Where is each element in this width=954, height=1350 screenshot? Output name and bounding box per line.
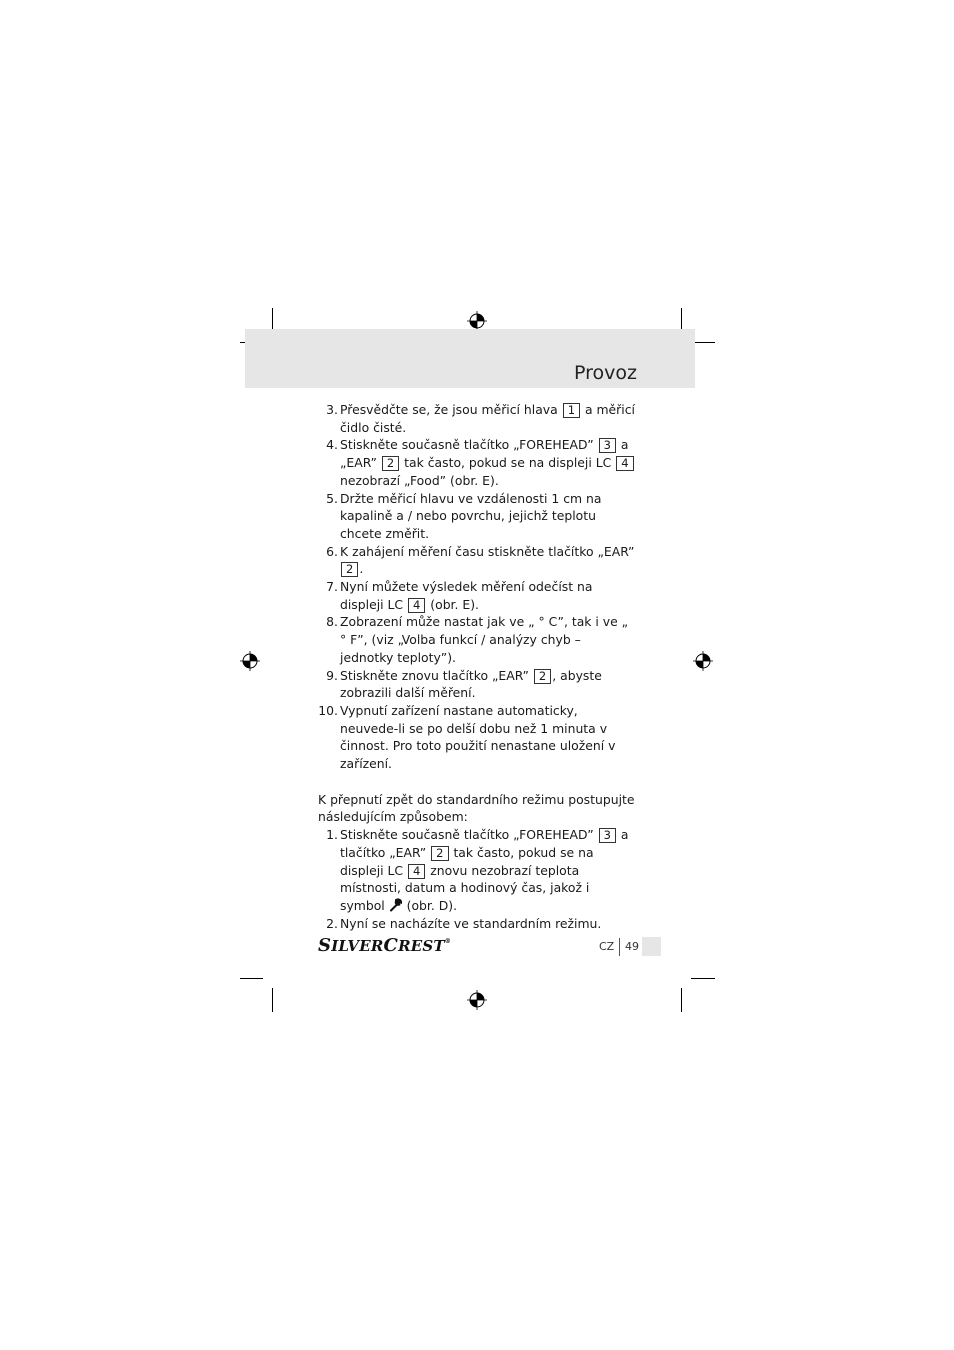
crop-mark: [272, 988, 273, 1012]
crop-mark: [691, 978, 715, 979]
step-number: 7.: [326, 579, 338, 595]
silvercrest-logo: SILVERCREST®: [318, 935, 451, 956]
step-number: 8.: [326, 614, 338, 630]
instructions: [318, 401, 638, 932]
language-code: CZ: [599, 940, 615, 953]
step-number: 2.: [326, 915, 338, 931]
steps-list-standard-mode: [318, 826, 638, 932]
list-item: [318, 667, 638, 702]
step-text: a měřicí čidlo čisté.: [340, 402, 635, 435]
step-number: 10.: [318, 702, 338, 718]
page-number: 49: [625, 940, 639, 953]
crop-mark: [681, 308, 682, 331]
step-text: Stiskněte znovu tlačítko „EAR”: [340, 667, 533, 683]
list-item: [318, 702, 638, 773]
crop-mark: [240, 978, 263, 979]
list-item: [318, 436, 638, 489]
step-number: 9.: [326, 667, 338, 683]
part-reference-box: 3: [599, 828, 616, 843]
list-item: [318, 578, 638, 613]
list-item: [318, 543, 638, 578]
footer-divider: [619, 938, 620, 956]
part-reference-box: 2: [431, 846, 448, 861]
registration-mark-icon: [240, 651, 260, 671]
step-text: Stiskněte současně tlačítko „FOREHEAD”: [340, 827, 598, 843]
step-number: 1.: [326, 827, 338, 843]
step-number: 3.: [326, 402, 338, 417]
step-text: Přesvědčte se, že jsou měřicí hlava: [340, 402, 562, 417]
step-text: a tlačítko „EAR”: [340, 827, 629, 860]
step-text: K zahájení měření času stiskněte tlačítko „EAR”: [340, 543, 635, 559]
step-text: nezobrazí „Food” (obr. E).: [340, 472, 499, 488]
section-header: [245, 329, 695, 388]
list-item: [318, 401, 638, 436]
list-item: [318, 826, 638, 915]
step-text: Nyní můžete výsledek měření odečíst na displeji LC: [340, 579, 593, 612]
step-text: Zobrazení může nastat jak ve „ ° C”, tak i ve „ ° F”, (viz „Volba funkcí / analýzy chyb – jednotky teploty”).: [340, 614, 629, 665]
step-text: a „EAR”: [340, 437, 629, 471]
registration-mark-icon: [693, 651, 713, 671]
step-text: Vypnutí zařízení nastane automaticky, neuvede-li se po delší dobu než 1 minuta v činnost. Pro toto použití nenastane uložení v zařízení.: [340, 702, 616, 772]
registration-mark-icon: [467, 990, 487, 1010]
part-reference-box: 4: [616, 456, 633, 471]
step-number: 6.: [326, 543, 338, 559]
step-text: , abyste zobrazili další měření.: [340, 667, 602, 701]
list-item: [318, 490, 638, 543]
steps-list-operation: [318, 401, 638, 773]
page-tab: [642, 937, 661, 956]
part-reference-box: 3: [599, 438, 616, 453]
part-reference-box: 4: [408, 864, 425, 879]
crop-mark: [681, 988, 682, 1012]
step-text: (obr. D).: [402, 897, 458, 913]
intro-paragraph: K přepnutí zpět do standardního režimu postupujte následujícím způsobem:: [318, 791, 635, 825]
step-text: .: [359, 561, 364, 577]
part-reference-box: 2: [341, 562, 358, 577]
list-item: [318, 613, 638, 666]
part-reference-box: 2: [534, 669, 551, 684]
step-text: znovu nezobrazí teplota místnosti, datum a hodinový čas, jakož i symbol: [340, 862, 590, 913]
step-text: tak často, pokud se na displeji LC: [400, 455, 616, 471]
part-reference-box: 1: [563, 403, 580, 418]
step-number: 4.: [326, 437, 338, 453]
list-item: [318, 915, 638, 933]
step-text: Držte měřicí hlavu ve vzdálenosti 1 cm na kapalině a / nebo povrchu, jejichž teplotu chcete změřit.: [340, 490, 602, 541]
registration-mark-icon: [467, 311, 487, 331]
part-reference-box: 4: [408, 598, 425, 613]
step-text: tak často, pokud se na displeji LC: [340, 844, 594, 878]
part-reference-box: 2: [382, 456, 399, 471]
step-text: Stiskněte současně tlačítko „FOREHEAD”: [340, 437, 598, 453]
step-text: Nyní se nacházíte ve standardním režimu.: [340, 915, 602, 931]
page-title: Provoz: [574, 362, 637, 384]
step-text: (obr. E).: [426, 596, 479, 612]
crop-mark: [272, 308, 273, 331]
wrench-icon: [389, 898, 403, 912]
step-number: 5.: [326, 490, 338, 506]
